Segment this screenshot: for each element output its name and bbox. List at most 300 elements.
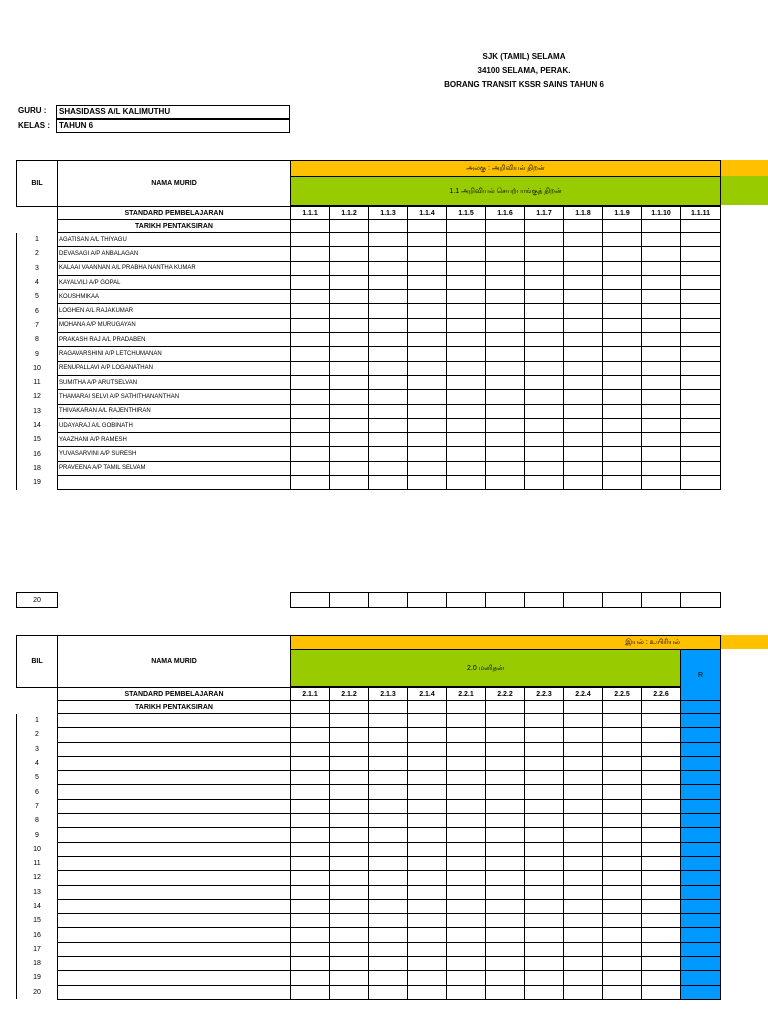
score-cell[interactable] — [603, 418, 642, 432]
score-cell[interactable] — [525, 333, 564, 347]
score-cell[interactable] — [369, 842, 408, 856]
score-cell[interactable] — [564, 333, 603, 347]
score-cell[interactable] — [564, 942, 603, 956]
score-cell[interactable] — [447, 942, 486, 956]
score-cell[interactable] — [525, 261, 564, 275]
score-cell[interactable] — [330, 347, 369, 361]
score-cell[interactable] — [369, 233, 408, 247]
score-cell[interactable] — [603, 756, 642, 770]
tarikh-cell[interactable] — [681, 220, 721, 233]
score-cell[interactable] — [603, 247, 642, 261]
score-cell[interactable] — [408, 261, 447, 275]
score-cell[interactable] — [525, 247, 564, 261]
score-cell[interactable] — [447, 714, 486, 728]
score-cell[interactable] — [603, 593, 642, 608]
score-cell[interactable] — [564, 375, 603, 389]
r-cell[interactable] — [681, 701, 721, 714]
score-cell[interactable] — [291, 799, 330, 813]
score-cell[interactable] — [408, 333, 447, 347]
score-cell[interactable] — [486, 957, 525, 971]
score-cell[interactable] — [369, 971, 408, 985]
score-cell[interactable] — [369, 390, 408, 404]
score-cell[interactable] — [369, 593, 408, 608]
score-cell[interactable] — [408, 742, 447, 756]
score-cell[interactable] — [681, 261, 721, 275]
score-cell[interactable] — [603, 304, 642, 318]
score-cell[interactable] — [291, 233, 330, 247]
score-cell[interactable] — [330, 728, 369, 742]
r-cell[interactable] — [681, 985, 721, 999]
score-cell[interactable] — [447, 899, 486, 913]
score-cell[interactable] — [486, 771, 525, 785]
score-cell[interactable] — [564, 885, 603, 899]
score-cell[interactable] — [486, 433, 525, 447]
score-cell[interactable] — [447, 418, 486, 432]
score-cell[interactable] — [447, 404, 486, 418]
score-cell[interactable] — [330, 814, 369, 828]
score-cell[interactable] — [291, 247, 330, 261]
score-cell[interactable] — [330, 856, 369, 870]
score-cell[interactable] — [564, 899, 603, 913]
score-cell[interactable] — [681, 447, 721, 461]
score-cell[interactable] — [603, 742, 642, 756]
score-cell[interactable] — [681, 304, 721, 318]
score-cell[interactable] — [486, 814, 525, 828]
score-cell[interactable] — [564, 728, 603, 742]
score-cell[interactable] — [408, 447, 447, 461]
score-cell[interactable] — [369, 957, 408, 971]
score-cell[interactable] — [408, 771, 447, 785]
score-cell[interactable] — [681, 433, 721, 447]
score-cell[interactable] — [330, 404, 369, 418]
score-cell[interactable] — [447, 375, 486, 389]
score-cell[interactable] — [642, 928, 681, 942]
score-cell[interactable] — [525, 842, 564, 856]
score-cell[interactable] — [525, 233, 564, 247]
score-cell[interactable] — [681, 318, 721, 332]
score-cell[interactable] — [408, 361, 447, 375]
score-cell[interactable] — [486, 290, 525, 304]
score-cell[interactable] — [486, 928, 525, 942]
score-cell[interactable] — [525, 885, 564, 899]
score-cell[interactable] — [564, 957, 603, 971]
score-cell[interactable] — [486, 233, 525, 247]
tarikh-cell[interactable] — [525, 701, 564, 714]
score-cell[interactable] — [681, 461, 721, 475]
score-cell[interactable] — [681, 375, 721, 389]
score-cell[interactable] — [369, 914, 408, 928]
score-cell[interactable] — [330, 375, 369, 389]
tarikh-cell[interactable] — [369, 701, 408, 714]
score-cell[interactable] — [603, 476, 642, 490]
score-cell[interactable] — [564, 318, 603, 332]
score-cell[interactable] — [564, 304, 603, 318]
score-cell[interactable] — [486, 275, 525, 289]
score-cell[interactable] — [408, 290, 447, 304]
r-cell[interactable] — [681, 942, 721, 956]
score-cell[interactable] — [603, 771, 642, 785]
score-cell[interactable] — [330, 828, 369, 842]
score-cell[interactable] — [642, 942, 681, 956]
score-cell[interactable] — [564, 856, 603, 870]
score-cell[interactable] — [642, 771, 681, 785]
score-cell[interactable] — [330, 771, 369, 785]
score-cell[interactable] — [642, 593, 681, 608]
score-cell[interactable] — [369, 447, 408, 461]
r-cell[interactable] — [681, 728, 721, 742]
score-cell[interactable] — [291, 433, 330, 447]
score-cell[interactable] — [447, 304, 486, 318]
score-cell[interactable] — [603, 928, 642, 942]
score-cell[interactable] — [525, 318, 564, 332]
score-cell[interactable] — [369, 928, 408, 942]
score-cell[interactable] — [369, 247, 408, 261]
score-cell[interactable] — [369, 333, 408, 347]
score-cell[interactable] — [642, 290, 681, 304]
tarikh-cell[interactable] — [408, 701, 447, 714]
score-cell[interactable] — [369, 714, 408, 728]
score-cell[interactable] — [408, 476, 447, 490]
score-cell[interactable] — [447, 785, 486, 799]
score-cell[interactable] — [408, 828, 447, 842]
score-cell[interactable] — [603, 785, 642, 799]
r-cell[interactable] — [681, 971, 721, 985]
score-cell[interactable] — [486, 871, 525, 885]
score-cell[interactable] — [408, 842, 447, 856]
r-cell[interactable] — [681, 914, 721, 928]
score-cell[interactable] — [642, 914, 681, 928]
score-cell[interactable] — [603, 885, 642, 899]
score-cell[interactable] — [486, 714, 525, 728]
score-cell[interactable] — [447, 433, 486, 447]
score-cell[interactable] — [330, 361, 369, 375]
score-cell[interactable] — [642, 971, 681, 985]
score-cell[interactable] — [330, 928, 369, 942]
score-cell[interactable] — [330, 275, 369, 289]
score-cell[interactable] — [330, 914, 369, 928]
score-cell[interactable] — [486, 593, 525, 608]
score-cell[interactable] — [291, 275, 330, 289]
score-cell[interactable] — [408, 942, 447, 956]
score-cell[interactable] — [330, 799, 369, 813]
score-cell[interactable] — [486, 799, 525, 813]
score-cell[interactable] — [642, 361, 681, 375]
score-cell[interactable] — [525, 361, 564, 375]
score-cell[interactable] — [525, 447, 564, 461]
score-cell[interactable] — [603, 728, 642, 742]
score-cell[interactable] — [525, 785, 564, 799]
score-cell[interactable] — [291, 290, 330, 304]
score-cell[interactable] — [408, 247, 447, 261]
score-cell[interactable] — [603, 433, 642, 447]
score-cell[interactable] — [330, 942, 369, 956]
score-cell[interactable] — [525, 476, 564, 490]
score-cell[interactable] — [447, 885, 486, 899]
score-cell[interactable] — [564, 756, 603, 770]
score-cell[interactable] — [525, 856, 564, 870]
score-cell[interactable] — [642, 957, 681, 971]
score-cell[interactable] — [408, 461, 447, 475]
score-cell[interactable] — [291, 899, 330, 913]
score-cell[interactable] — [525, 928, 564, 942]
score-cell[interactable] — [486, 985, 525, 999]
r-cell[interactable] — [681, 928, 721, 942]
score-cell[interactable] — [564, 347, 603, 361]
score-cell[interactable] — [369, 476, 408, 490]
score-cell[interactable] — [525, 418, 564, 432]
score-cell[interactable] — [369, 728, 408, 742]
score-cell[interactable] — [642, 318, 681, 332]
score-cell[interactable] — [291, 714, 330, 728]
score-cell[interactable] — [525, 347, 564, 361]
score-cell[interactable] — [642, 418, 681, 432]
score-cell[interactable] — [291, 593, 330, 608]
score-cell[interactable] — [603, 971, 642, 985]
score-cell[interactable] — [408, 390, 447, 404]
score-cell[interactable] — [408, 985, 447, 999]
r-cell[interactable] — [681, 756, 721, 770]
score-cell[interactable] — [525, 985, 564, 999]
score-cell[interactable] — [642, 347, 681, 361]
score-cell[interactable] — [291, 856, 330, 870]
score-cell[interactable] — [447, 814, 486, 828]
r-cell[interactable] — [681, 842, 721, 856]
score-cell[interactable] — [486, 842, 525, 856]
score-cell[interactable] — [525, 828, 564, 842]
score-cell[interactable] — [564, 476, 603, 490]
tarikh-cell[interactable] — [447, 701, 486, 714]
score-cell[interactable] — [369, 756, 408, 770]
score-cell[interactable] — [564, 714, 603, 728]
score-cell[interactable] — [642, 304, 681, 318]
score-cell[interactable] — [291, 390, 330, 404]
score-cell[interactable] — [330, 593, 369, 608]
score-cell[interactable] — [369, 856, 408, 870]
tarikh-cell[interactable] — [642, 701, 681, 714]
score-cell[interactable] — [330, 756, 369, 770]
score-cell[interactable] — [447, 914, 486, 928]
score-cell[interactable] — [486, 885, 525, 899]
score-cell[interactable] — [564, 361, 603, 375]
tarikh-cell[interactable] — [564, 701, 603, 714]
score-cell[interactable] — [486, 361, 525, 375]
score-cell[interactable] — [603, 985, 642, 999]
score-cell[interactable] — [603, 361, 642, 375]
score-cell[interactable] — [564, 742, 603, 756]
score-cell[interactable] — [603, 942, 642, 956]
score-cell[interactable] — [486, 318, 525, 332]
score-cell[interactable] — [330, 461, 369, 475]
score-cell[interactable] — [408, 871, 447, 885]
score-cell[interactable] — [447, 361, 486, 375]
score-cell[interactable] — [642, 899, 681, 913]
score-cell[interactable] — [330, 842, 369, 856]
score-cell[interactable] — [330, 333, 369, 347]
score-cell[interactable] — [369, 899, 408, 913]
score-cell[interactable] — [525, 899, 564, 913]
score-cell[interactable] — [525, 957, 564, 971]
score-cell[interactable] — [486, 914, 525, 928]
score-cell[interactable] — [603, 275, 642, 289]
score-cell[interactable] — [642, 842, 681, 856]
score-cell[interactable] — [681, 333, 721, 347]
score-cell[interactable] — [291, 842, 330, 856]
score-cell[interactable] — [564, 433, 603, 447]
tarikh-cell[interactable] — [603, 220, 642, 233]
score-cell[interactable] — [642, 261, 681, 275]
r-cell[interactable] — [681, 785, 721, 799]
score-cell[interactable] — [408, 899, 447, 913]
score-cell[interactable] — [642, 390, 681, 404]
score-cell[interactable] — [564, 871, 603, 885]
score-cell[interactable] — [603, 914, 642, 928]
score-cell[interactable] — [330, 785, 369, 799]
score-cell[interactable] — [603, 290, 642, 304]
score-cell[interactable] — [525, 290, 564, 304]
score-cell[interactable] — [447, 390, 486, 404]
score-cell[interactable] — [642, 714, 681, 728]
score-cell[interactable] — [408, 304, 447, 318]
score-cell[interactable] — [681, 361, 721, 375]
score-cell[interactable] — [486, 333, 525, 347]
score-cell[interactable] — [291, 771, 330, 785]
score-cell[interactable] — [603, 461, 642, 475]
score-cell[interactable] — [564, 985, 603, 999]
score-cell[interactable] — [447, 247, 486, 261]
score-cell[interactable] — [525, 942, 564, 956]
score-cell[interactable] — [291, 814, 330, 828]
score-cell[interactable] — [291, 871, 330, 885]
score-cell[interactable] — [564, 261, 603, 275]
score-cell[interactable] — [369, 404, 408, 418]
score-cell[interactable] — [291, 418, 330, 432]
r-cell[interactable] — [681, 814, 721, 828]
score-cell[interactable] — [603, 390, 642, 404]
score-cell[interactable] — [486, 742, 525, 756]
score-cell[interactable] — [525, 871, 564, 885]
score-cell[interactable] — [564, 593, 603, 608]
score-cell[interactable] — [447, 476, 486, 490]
score-cell[interactable] — [408, 914, 447, 928]
score-cell[interactable] — [291, 942, 330, 956]
tarikh-cell[interactable] — [564, 220, 603, 233]
score-cell[interactable] — [369, 275, 408, 289]
score-cell[interactable] — [681, 418, 721, 432]
score-cell[interactable] — [603, 404, 642, 418]
score-cell[interactable] — [330, 971, 369, 985]
score-cell[interactable] — [369, 871, 408, 885]
score-cell[interactable] — [564, 828, 603, 842]
score-cell[interactable] — [525, 304, 564, 318]
score-cell[interactable] — [642, 814, 681, 828]
score-cell[interactable] — [642, 871, 681, 885]
score-cell[interactable] — [447, 971, 486, 985]
tarikh-cell[interactable] — [486, 220, 525, 233]
score-cell[interactable] — [486, 261, 525, 275]
r-cell[interactable] — [681, 742, 721, 756]
score-cell[interactable] — [369, 375, 408, 389]
score-cell[interactable] — [564, 447, 603, 461]
score-cell[interactable] — [291, 447, 330, 461]
r-cell[interactable] — [681, 871, 721, 885]
score-cell[interactable] — [447, 461, 486, 475]
score-cell[interactable] — [564, 785, 603, 799]
score-cell[interactable] — [408, 404, 447, 418]
score-cell[interactable] — [447, 842, 486, 856]
score-cell[interactable] — [486, 390, 525, 404]
score-cell[interactable] — [642, 799, 681, 813]
score-cell[interactable] — [486, 828, 525, 842]
tarikh-cell[interactable] — [330, 701, 369, 714]
score-cell[interactable] — [681, 347, 721, 361]
score-cell[interactable] — [369, 290, 408, 304]
score-cell[interactable] — [603, 347, 642, 361]
score-cell[interactable] — [603, 714, 642, 728]
tarikh-cell[interactable] — [525, 220, 564, 233]
score-cell[interactable] — [564, 275, 603, 289]
score-cell[interactable] — [642, 476, 681, 490]
score-cell[interactable] — [408, 233, 447, 247]
score-cell[interactable] — [369, 347, 408, 361]
score-cell[interactable] — [564, 971, 603, 985]
score-cell[interactable] — [486, 942, 525, 956]
score-cell[interactable] — [447, 347, 486, 361]
score-cell[interactable] — [408, 728, 447, 742]
score-cell[interactable] — [330, 418, 369, 432]
score-cell[interactable] — [369, 985, 408, 999]
score-cell[interactable] — [330, 899, 369, 913]
score-cell[interactable] — [525, 461, 564, 475]
score-cell[interactable] — [291, 742, 330, 756]
score-cell[interactable] — [681, 233, 721, 247]
score-cell[interactable] — [330, 985, 369, 999]
score-cell[interactable] — [486, 785, 525, 799]
score-cell[interactable] — [291, 347, 330, 361]
r-cell[interactable] — [681, 957, 721, 971]
score-cell[interactable] — [486, 461, 525, 475]
score-cell[interactable] — [447, 275, 486, 289]
score-cell[interactable] — [330, 957, 369, 971]
score-cell[interactable] — [408, 785, 447, 799]
score-cell[interactable] — [369, 304, 408, 318]
score-cell[interactable] — [603, 957, 642, 971]
score-cell[interactable] — [642, 785, 681, 799]
score-cell[interactable] — [369, 433, 408, 447]
score-cell[interactable] — [408, 593, 447, 608]
score-cell[interactable] — [408, 756, 447, 770]
score-cell[interactable] — [291, 985, 330, 999]
score-cell[interactable] — [408, 318, 447, 332]
score-cell[interactable] — [291, 928, 330, 942]
score-cell[interactable] — [564, 928, 603, 942]
score-cell[interactable] — [603, 318, 642, 332]
score-cell[interactable] — [330, 433, 369, 447]
tarikh-cell[interactable] — [486, 701, 525, 714]
score-cell[interactable] — [525, 714, 564, 728]
score-cell[interactable] — [642, 461, 681, 475]
score-cell[interactable] — [330, 447, 369, 461]
score-cell[interactable] — [642, 742, 681, 756]
score-cell[interactable] — [408, 885, 447, 899]
score-cell[interactable] — [642, 247, 681, 261]
score-cell[interactable] — [291, 828, 330, 842]
score-cell[interactable] — [369, 261, 408, 275]
score-cell[interactable] — [369, 771, 408, 785]
score-cell[interactable] — [486, 756, 525, 770]
tarikh-cell[interactable] — [369, 220, 408, 233]
score-cell[interactable] — [369, 785, 408, 799]
tarikh-cell[interactable] — [291, 220, 330, 233]
